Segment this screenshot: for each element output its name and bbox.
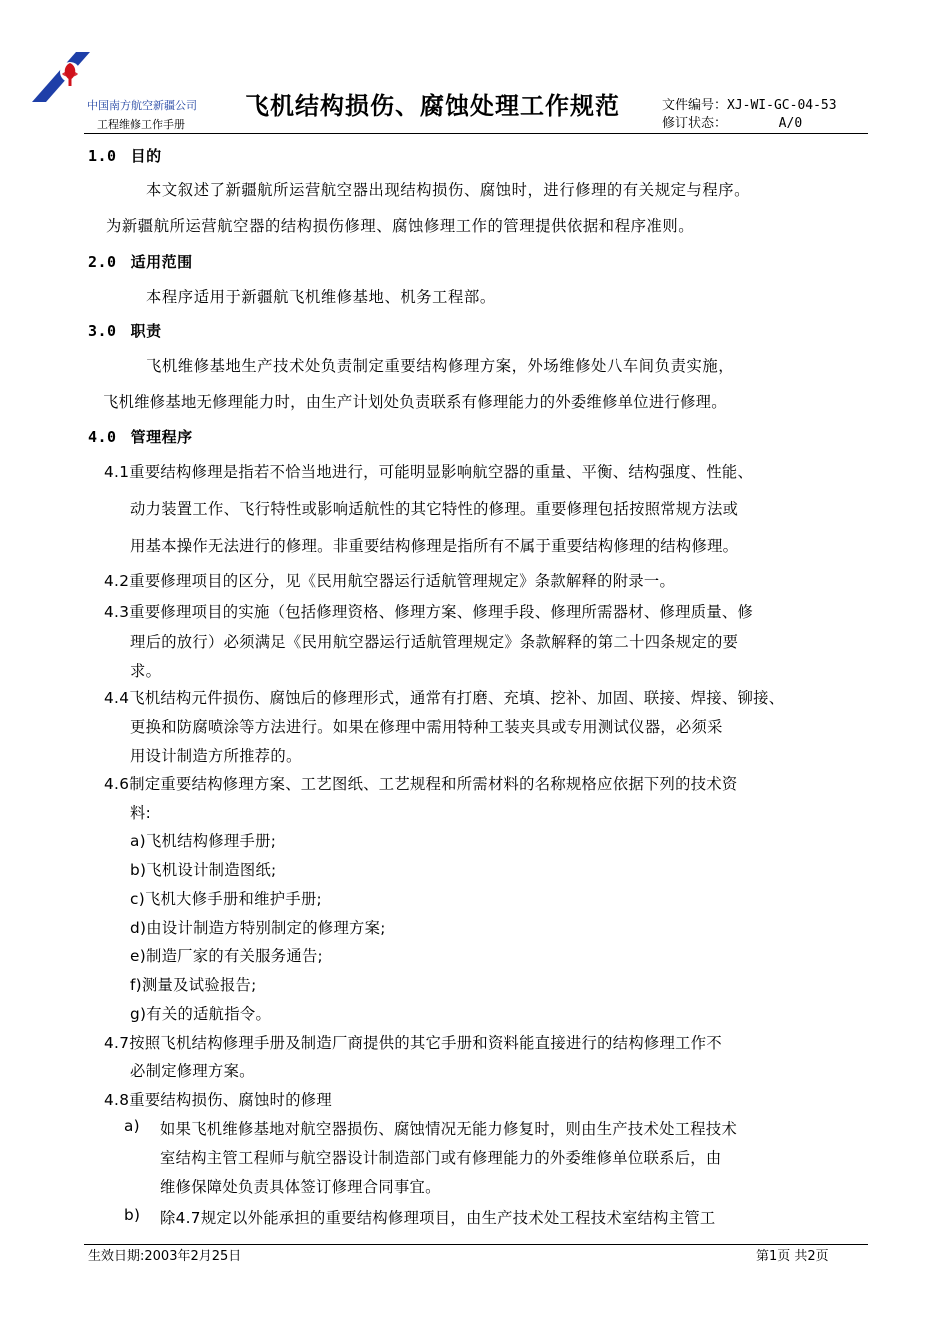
item-4-1-line: 用基本操作无法进行的修理。非重要结构修理是指所有不属于重要结构修理的结构修理。 bbox=[130, 537, 739, 555]
section-2-heading bbox=[88, 251, 193, 272]
list-item: d)由设计制造方特别制定的修理方案; bbox=[130, 919, 386, 937]
paragraph-line: 本程序适用于新疆航飞机维修基地、机务工程部。 bbox=[146, 288, 496, 306]
item-4-8-line: 4.8重要结构损伤、腐蚀时的修理 bbox=[104, 1091, 332, 1109]
section-number: 2.0 bbox=[88, 253, 117, 271]
sub-item-marker: a) bbox=[124, 1117, 140, 1135]
sub-item-line: 如果飞机维修基地对航空器损伤、腐蚀情况无能力修复时，则由生产技术处工程技术 bbox=[160, 1120, 738, 1138]
sub-item-line: 除4.7规定以外能承担的重要结构修理项目，由生产技术处工程技术室结构主管工 bbox=[160, 1209, 716, 1227]
section-title: 管理程序 bbox=[130, 428, 193, 446]
section-number: 3.0 bbox=[88, 322, 117, 340]
section-title: 适用范围 bbox=[130, 253, 193, 271]
item-4-3-line: 理后的放行）必须满足《民用航空器运行适航管理规定》条款解释的第二十四条规定的要 bbox=[130, 633, 739, 651]
page-number: 第1页 共2页 bbox=[756, 1249, 829, 1264]
paragraph-line: 本文叙述了新疆航所运营航空器出现结构损伤、腐蚀时，进行修理的有关规定与程序。 bbox=[146, 181, 751, 199]
manual-name: 工程维修工作手册 bbox=[97, 118, 185, 131]
revision-status bbox=[662, 112, 802, 131]
item-4-4-line: 用设计制造方所推荐的。 bbox=[130, 747, 302, 765]
revision-value: A/0 bbox=[778, 116, 803, 131]
section-title: 职责 bbox=[130, 322, 162, 340]
item-4-3-line: 4.3重要修理项目的实施（包括修理资格、修理方案、修理手段、修理所需器材、修理质量、修 bbox=[104, 603, 754, 621]
list-item: g)有关的适航指令。 bbox=[130, 1005, 272, 1023]
page-title: 飞机结构损伤、腐蚀处理工作规范 bbox=[245, 92, 620, 120]
section-1-heading bbox=[88, 145, 162, 166]
paragraph-line: 为新疆航所运营航空器的结构损伤修理、腐蚀修理工作的管理提供依据和程序准则。 bbox=[106, 217, 695, 235]
section-4-heading bbox=[88, 426, 193, 447]
sub-item-line: 维修保障处负责具体签订修理合同事宜。 bbox=[160, 1178, 441, 1196]
company-name: 中国南方航空新疆公司 bbox=[87, 99, 197, 112]
section-3-heading bbox=[88, 320, 162, 341]
item-4-4-line: 更换和防腐喷涂等方法进行。如果在修理中需用特种工装夹具或专用测试仪器，必须采 bbox=[130, 718, 723, 736]
item-4-2-line: 4.2重要修理项目的区分，见《民用航空器运行适航管理规定》条款解释的附录一。 bbox=[104, 572, 676, 590]
item-4-7-line: 4.7按照飞机结构修理手册及制造厂商提供的其它手册和资料能直接进行的结构修理工作不 bbox=[104, 1034, 722, 1052]
section-number: 4.0 bbox=[88, 428, 117, 446]
item-4-3-line: 求。 bbox=[130, 662, 162, 680]
revision-label: 修订状态： bbox=[662, 116, 728, 131]
item-4-4-line: 4.4飞机结构元件损伤、腐蚀后的修理形式，通常有打磨、充填、挖补、加固、联接、焊接、铆接、 bbox=[104, 689, 785, 707]
company-logo bbox=[32, 52, 90, 104]
sub-item-marker: b) bbox=[124, 1206, 141, 1224]
section-title: 目的 bbox=[130, 147, 162, 165]
effective-date: 生效日期:2003年2月25日 bbox=[88, 1249, 242, 1264]
header-divider bbox=[84, 133, 868, 134]
paragraph-line: 飞机维修基地无修理能力时，由生产计划处负责联系有修理能力的外委维修单位进行修理。 bbox=[103, 393, 727, 411]
doc-number: 文件编号：XJ-WI-GC-04-53 bbox=[662, 98, 837, 113]
list-item: a)飞机结构修理手册; bbox=[130, 832, 277, 850]
item-4-6-line: 料: bbox=[130, 804, 152, 822]
paragraph-line: 飞机维修基地生产技术处负责制定重要结构修理方案，外场维修处八车间负责实施， bbox=[146, 357, 735, 375]
list-item: e)制造厂家的有关服务通告; bbox=[130, 947, 323, 965]
section-number: 1.0 bbox=[88, 147, 117, 165]
list-item: b)飞机设计制造图纸; bbox=[130, 861, 277, 879]
sub-item-line: 室结构主管工程师与航空器设计制造部门或有修理能力的外委维修单位联系后，由 bbox=[160, 1149, 722, 1167]
list-item: c)飞机大修手册和维护手册; bbox=[130, 890, 322, 908]
item-4-1-line: 动力装置工作、飞行特性或影响适航性的其它特性的修理。重要修理包括按照常规方法或 bbox=[130, 500, 739, 518]
item-4-7-line: 必制定修理方案。 bbox=[130, 1062, 255, 1080]
item-4-1-line: 4.1重要结构修理是指若不恰当地进行，可能明显影响航空器的重量、平衡、结构强度、性能、 bbox=[104, 463, 754, 481]
list-item: f)测量及试验报告; bbox=[130, 976, 257, 994]
item-4-6-line: 4.6制定重要结构修理方案、工艺图纸、工艺规程和所需材料的名称规格应依据下列的技术资 bbox=[104, 775, 738, 793]
